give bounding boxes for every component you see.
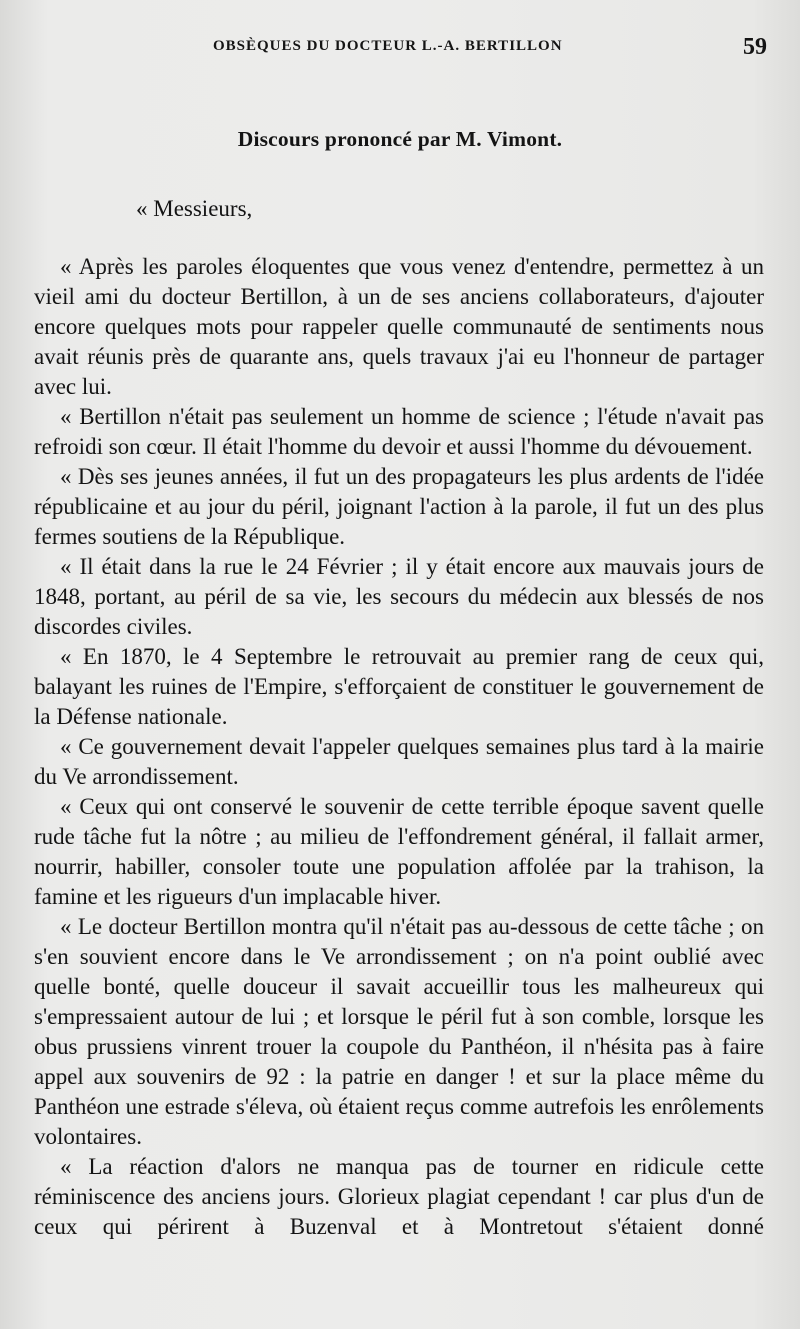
paragraph: « La réaction d'alors ne manqua pas de tourner en ridicule cette réminiscence des anciens jours. Glorieux plagiat cependant ! car plus d'un de ceux qui périrent à Buzenval et à Montretout s'étaient donné <box>34 1154 764 1239</box>
paragraph: « Bertillon n'était pas seulement un homme de science ; l'étude n'avait pas refroidi son cœur. Il était l'homme du devoir et aussi l'homme du dévouement. <box>34 404 764 459</box>
paragraph: « Il était dans la rue le 24 Février ; il y était encore aux mauvais jours de 1848, portant, au péril de sa vie, les secours du médecin aux blessés de nos discordes civiles. <box>34 554 764 639</box>
paragraph: « En 1870, le 4 Septembre le retrouvait au premier rang de ceux qui, balayant les ruines de l'Empire, s'efforçaient de constituer le gouvernement de la Défense nationale. <box>34 644 764 729</box>
paragraph: « Ce gouvernement devait l'appeler quelques semaines plus tard à la mairie du Ve arrondissement. <box>34 734 764 789</box>
paragraph: « Ceux qui ont conservé le souvenir de cette terrible époque savent quelle rude tâche fut la nôtre ; au milieu de l'effondrement général, il fallait armer, nourrir, habiller, consoler toute une population affolée par la trahison, la famine et les rigueurs d'un implacable hiver. <box>34 794 764 909</box>
paragraph: « Le docteur Bertillon montra qu'il n'était pas au-dessous de cette tâche ; on s'en souvient encore dans le Ve arrondissement ; on n'a point oublié avec quelle bonté, quelle douceur il savait accueillir tous les malheureux qui s'empressaient autour de lui ; et lorsque le péril fut à son comble, lorsque les obus prussiens vinrent trouer la coupole du Panthéon, il n'hésita pas à faire appel aux souvenirs de 92 : la patrie en danger ! et sur la place même du Panthéon une estrade s'éleva, où étaient reçus comme autrefois les enrôlements volontaires. <box>34 914 764 1149</box>
paragraph: « Après les paroles éloquentes que vous venez d'entendre, permettez à un vieil ami du docteur Bertillon, à un de ses anciens collaborateurs, d'ajouter encore quelques mots pour rappeler quelle communauté de sentiments nous avait réunis près de quarante ans, quels travaux j'ai eu l'honneur de partager avec lui. <box>34 254 764 399</box>
paragraph: « Dès ses jeunes années, il fut un des propagateurs les plus ardents de l'idée républicaine et au jour du péril, joignant l'action à la parole, il fut un des plus fermes soutiens de la République. <box>34 464 764 549</box>
speech-body <box>34 252 764 1242</box>
salutation: « Messieurs, <box>136 196 253 221</box>
page-number: 59 <box>743 34 767 60</box>
page-header <box>0 34 800 68</box>
running-title: OBSÈQUES DU DOCTEUR L.-A. BERTILLON <box>213 38 563 54</box>
section-title: Discours prononcé par M. Vimont. <box>237 127 563 151</box>
